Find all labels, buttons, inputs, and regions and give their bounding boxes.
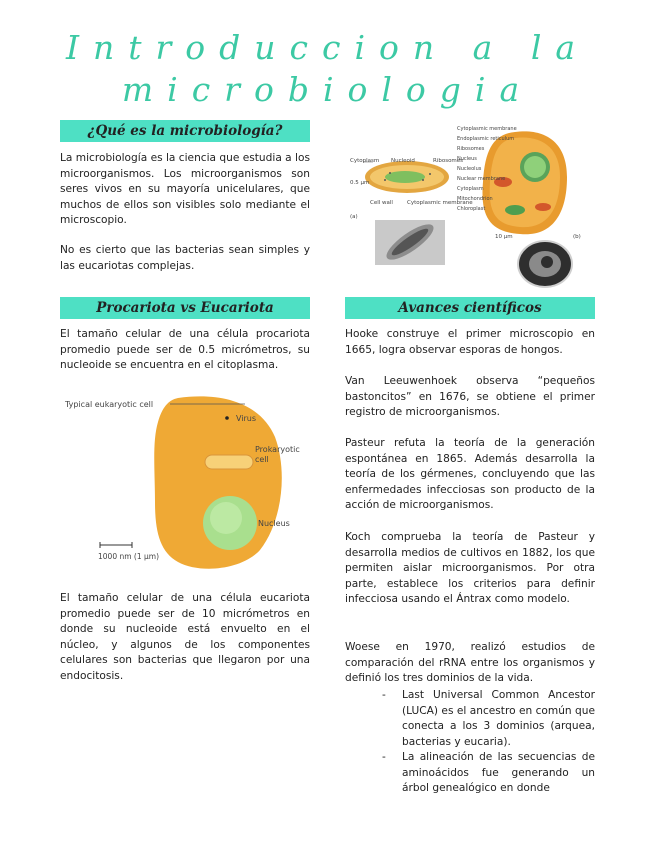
label-scale-small: 0.5 μm [350, 180, 370, 186]
label-prokaryotic: Prokaryotic [255, 445, 300, 454]
label-nucleoid: Nucleoid [391, 158, 415, 164]
avances-paragraph-1: Hooke construye el primer microscopio en 1665, logra observar esporas de hongos. [345, 328, 595, 356]
eukaryote-label: Nucleolus [457, 166, 482, 172]
label-cytoplasm: Cytoplasm [350, 158, 380, 164]
eukaryote-label: Cytoplasm [457, 186, 484, 192]
virus-dot [225, 416, 229, 420]
label-cytoplasmic-membrane: Cytoplasmic membrane [407, 200, 473, 206]
eukaryote-label: Endoplasmic reticulum [457, 136, 515, 142]
label-typical-eukaryotic-cell: Typical eukaryotic cell [65, 400, 154, 409]
eukaryote-label: Nucleus [457, 156, 477, 162]
eukaryote-label: Cytoplasmic membrane [457, 126, 517, 132]
bullet-text: La alineación de las secuencias de aminoácidos fue generando un árbol genealógico en donde [402, 751, 595, 794]
avances-paragraph-3: Pasteur refuta la teoría de la generación espontánea en 1865. Además desarrolla la teoría de los gérmenes, concluyendo que las enfermedades infecciosas son producto de la acción de microorganismos. [345, 437, 595, 511]
prokaryotic-cell-shape [205, 455, 253, 469]
avances-paragraph-2: Van Leeuwenhoek observa “pequeños bastoncitos” en 1676, se obtiene el primer registro de microorganismos. [345, 375, 595, 418]
que-es-paragraph-2: No es cierto que las bacterias sean simples y las eucariotas complejas. [60, 244, 310, 272]
label-nucleus: Nucleus [258, 519, 290, 528]
label-scale: 1000 nm (1 μm) [98, 552, 159, 561]
label-panel-b: (b) [573, 234, 581, 240]
heading-avances: Avances científicos [345, 297, 595, 319]
heading-procariota: Procariota vs Eucariota [60, 297, 310, 319]
label-ribosomes: Ribosomes [433, 158, 464, 164]
prokaryote-micrograph [375, 219, 445, 266]
avances-paragraph-5: Woese en 1970, realizó estudios de comparación del rRNA entre los organismos y definió los tres dominios de la vida. [345, 641, 595, 684]
label-panel-a: (a) [350, 214, 358, 220]
bullet-item [382, 750, 595, 798]
size-comparison-figure [60, 392, 310, 572]
label-virus: Virus [236, 414, 257, 423]
prokaryote-illustration [363, 161, 449, 193]
bullet-text: Last Universal Common Ancestor (LUCA) es el ancestro en común que conecta a los 3 dominios (arquea, bacterias y eucaria). [402, 689, 595, 748]
eukaryote-label: Mitochondrion [457, 196, 493, 202]
procariota-paragraph-1: El tamaño celular de una célula procariota promedio puede ser de 0.5 micrómetros, su nucleoide se encuentra en el citoplasma. [60, 328, 310, 371]
cell-comparison-figure [345, 122, 595, 292]
eukaryote-micrograph [517, 240, 573, 288]
procariota-paragraph-2: El tamaño celular de una célula eucariota promedio puede ser de 10 micrómetros en donde su nucleoide está envuelto en el núcleo, y algunos de los componentes celulares son bacterias que llegaron por una endocitosis. [60, 592, 310, 682]
label-scale-large: 10 μm [495, 234, 513, 240]
eukaryote-illustration [482, 131, 567, 234]
bullet-marker: - [382, 689, 386, 701]
page-title-line2: microbiologia [121, 70, 534, 109]
page-title-line1: Introduccion a la [65, 28, 590, 67]
eukaryote-label: Nuclear membrane [457, 176, 506, 182]
avances-paragraph-4: Koch comprueba la teoría de Pasteur y desarrolla medios de cultivos en 1882, los que permiten aislar microorganismos. Por otra parte, establece los criterios para definir infecciosa usando el Ántrax como modelo. [345, 531, 595, 605]
que-es-paragraph-1: La microbiología es la ciencia que estudia a los microorganismos. Los microorganismos son seres vivos en su mayoría unicelulares, que muchos de ellos son visibles solo mediante el microscopio. [60, 152, 310, 226]
bullet-marker: - [382, 751, 386, 763]
size-figure-svg [60, 392, 310, 572]
label-cell-wall: Cell wall [370, 200, 393, 206]
bullet-item [382, 688, 595, 750]
label-prokaryotic-cell: cell [255, 455, 269, 464]
eukaryote-label: Ribosomes [457, 146, 485, 152]
eukaryote-label: Chloroplast [457, 206, 486, 212]
heading-que-es: ¿Qué es la microbiología? [60, 120, 310, 142]
